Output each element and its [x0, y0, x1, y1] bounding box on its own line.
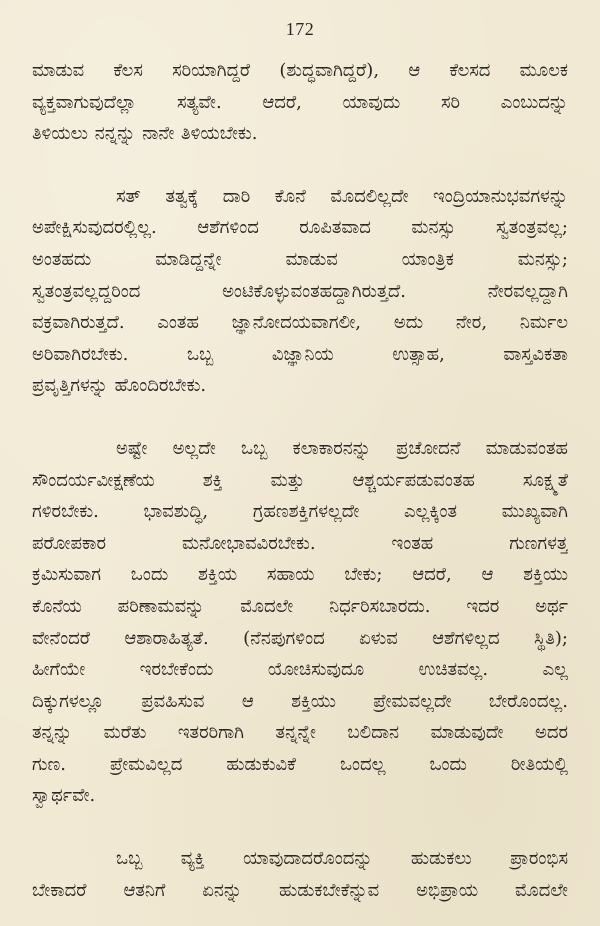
text-line: ವ್ಯಕ್ತವಾಗುವುದೆಲ್ಲಾ ಸತ್ಯವೇ. ಆದರೆ, ಯಾವುದು ಸರಿ ಎಂಬುದನ್ನು — [32, 91, 568, 113]
text-line: ಅಂತಹದು ಮಾಡಿದ್ದನ್ನೇ ಮಾಡುವ ಯಾಂತ್ರಿಕ ಮನಸ್ಸು; — [32, 248, 568, 270]
text-line: ಕ್ರಮಿಸುವಾಗ ಒಂದು ಶಕ್ತಿಯ ಸಹಾಯ ಬೇಕು; ಆದರೆ, ಆ ಶಕ್ತಿಯು — [32, 564, 568, 586]
paragraph-2 — [32, 181, 568, 402]
text-line: ತಿಳಿಯಲು ನನ್ನನ್ನು ನಾನೇ ತಿಳಿಯಬೇಕು. — [32, 123, 258, 145]
text-line: ಮಾಡುವ ಕೆಲಸ ಸರಿಯಾಗಿದ್ದರೆ (ಶುದ್ಧವಾಗಿದ್ದರೆ), ಆ ಕೆಲಸದ ಮೂಲಕ — [32, 60, 568, 81]
paragraph-3 — [32, 433, 568, 812]
text-line: ಸೌಂದರ್ಯವೀಕ್ಷಣೆಯ ಶಕ್ತಿ ಮತ್ತು ಆಶ್ಚರ್ಯಪಡುವಂತಹ ಸೂಕ್ಷ್ಮತೆ — [32, 469, 568, 491]
text-line: ಗುಣ. ಪ್ರೇಮವಿಲ್ಲದ ಹುಡುಕುವಿಕೆ ಒಂದಲ್ಲ ಒಂದು ರೀತಿಯಲ್ಲಿ — [32, 753, 568, 775]
text-line: ಅರಿವಾಗಿರಬೇಕು. ಒಬ್ಬ ವಿಜ್ಞಾನಿಯ ಉತ್ಸಾಹ, ವಾಸ್ತವಿಕತಾ — [32, 343, 568, 365]
text-line: ವಕ್ರವಾಗಿರುತ್ತದೆ. ಎಂತಹ ಜ್ಞಾನೋದಯವಾಗಲೀ, ಅದು ನೇರ, ನಿರ್ಮಲ — [32, 312, 568, 334]
text-line: ಪ್ರವೃತ್ತಿಗಳನ್ನು ಹೊಂದಿರಬೇಕು. — [32, 375, 207, 397]
text-line: ವೇನೆಂದರೆ ಆಶಾರಾಹಿತ್ಯತೆ. (ನೆನಪುಗಳಿಂದ ಏಳುವ ಆಶೆಗಳಿಲ್ಲದ ಸ್ಥಿತಿ); — [32, 627, 568, 649]
text-line: ಒಬ್ಬ ವ್ಯಕ್ತಿ ಯಾವುದಾದರೊಂದನ್ನು ಹುಡುಕಲು ಪ್ರಾರಂಭಿಸ — [116, 848, 568, 870]
text-line: ಅಷ್ಟೇ ಅಲ್ಲದೇ ಒಬ್ಬ ಕಲಾಕಾರನನ್ನು ಪ್ರಚೋದನೆ ಮಾಡುವಂತಹ — [116, 437, 568, 459]
text-line: ದಿಕ್ಕುಗಳಲ್ಲೂ ಪ್ರವಹಿಸುವ ಆ ಶಕ್ತಿಯು ಪ್ರೇಮವಲ್ಲದೇ ಬೇರೊಂದಲ್ಲ. — [32, 690, 568, 712]
text-line: ಬೇಕಾದರೆ ಆತನಿಗೆ ಏನನ್ನು ಹುಡುಕಬೇಕೆನ್ನುವ ಅಭಿಪ್ರಾಯ ಮೊದಲೇ — [32, 879, 568, 901]
text-line: ಸತ್ ತತ್ವಕ್ಕೆ ದಾರಿ ಕೊನೆ ಮೊದಲಿಲ್ಲದೇ ಇಂದ್ರಿಯಾನುಭವಗಳನ್ನು — [116, 185, 568, 207]
paragraph-1 — [32, 55, 568, 150]
text-line: ಗಳಿರಬೇಕು. ಭಾವಶುದ್ಧಿ, ಗ್ರಹಣಶಕ್ತಿಗಳಲ್ಲದೇ ಎಲ್ಲಕ್ಕಿಂತ ಮುಖ್ಯವಾಗಿ — [32, 501, 568, 523]
text-line: ತನ್ನನ್ನು ಮರೆತು ಇತರರಿಗಾಗಿ ತನ್ನನ್ನೇ ಬಲಿದಾನ ಮಾಡುವುದೇ ಅದರ — [32, 722, 568, 744]
paragraph-4 — [32, 843, 568, 906]
page-number: 172 — [285, 19, 315, 39]
text-line: ಪರೋಪಕಾರ ಮನೋಭಾವವಿರಬೇಕು. ಇಂತಹ ಗುಣಗಳತ್ತ — [32, 532, 568, 554]
text-line: ಸ್ವಾರ್ಥವೇ. — [32, 785, 96, 807]
text-line: ಕೊನೆಯ ಪರಿಣಾಮವನ್ನು ಮೊದಲೇ ನಿರ್ಧರಿಸಬಾರದು. ಇದರ ಅರ್ಥ — [32, 595, 568, 617]
text-line: ಅಪೇಕ್ಷಿಸುವುದರಲ್ಲಿಲ್ಲ. ಆಶೆಗಳಿಂದ ರೂಪಿತವಾದ ಮನಸ್ಸು ಸ್ವತಂತ್ರವಲ್ಲ; — [32, 217, 568, 239]
text-line: ಸ್ವತಂತ್ರವಲ್ಲದ್ದರಿಂದ ಅಂಟಿಕೊಳ್ಳುವಂತಹದ್ದಾಗಿರುತ್ತದೆ. ನೇರವಲ್ಲದ್ದಾಗಿ — [32, 280, 568, 302]
text-line: ಹೀಗೆಯೇ ಇರಬೇಕೆಂದು ಯೋಚಿಸುವುದೂ ಉಚಿತವಲ್ಲ. ಎಲ್ಲ — [32, 659, 568, 681]
